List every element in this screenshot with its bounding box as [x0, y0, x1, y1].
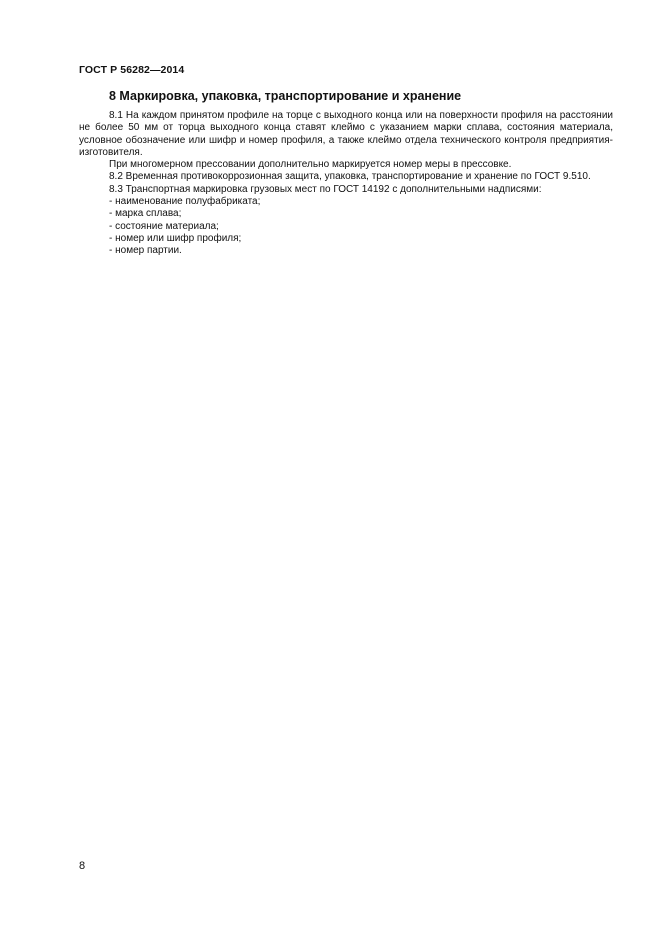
- paragraph-8-1: 8.1 На каждом принятом профиле на торце с выходного конца или на поверхности профиля на расстоянии не более 50 мм от торца выходного конца ставят клеймо с указанием марки сплава, состояния материала, условное обозначение или шифр и номер профиля, а также клеймо отдела технического контроля предприятия-изготовителя.: [79, 110, 613, 158]
- paragraph-multi-press: При многомерном прессовании дополнительно маркируется номер меры в прессовке.: [109, 159, 512, 171]
- section-title: 8 Маркировка, упаковка, транспортирование и хранение: [109, 89, 462, 103]
- paragraph-8-2: 8.2 Временная противокоррозионная защита, упаковка, транспортирование и хранение по ГОСТ 9.510.: [109, 171, 591, 183]
- paragraph-8-3: 8.3 Транспортная маркировка грузовых мест по ГОСТ 14192 с дополнительными надписями:: [109, 183, 542, 195]
- list-item: - наименование полуфабриката;: [109, 196, 261, 208]
- list-item: - марка сплава;: [109, 208, 182, 220]
- section-body: [79, 110, 613, 258]
- list-item: - номер партии.: [109, 245, 182, 257]
- document-code-header: ГОСТ Р 56282—2014: [79, 64, 185, 76]
- list-item: - состояние материала;: [109, 220, 219, 232]
- marking-list: [79, 196, 613, 257]
- page-number: 8: [79, 860, 86, 872]
- list-item: - номер или шифр профиля;: [109, 232, 242, 244]
